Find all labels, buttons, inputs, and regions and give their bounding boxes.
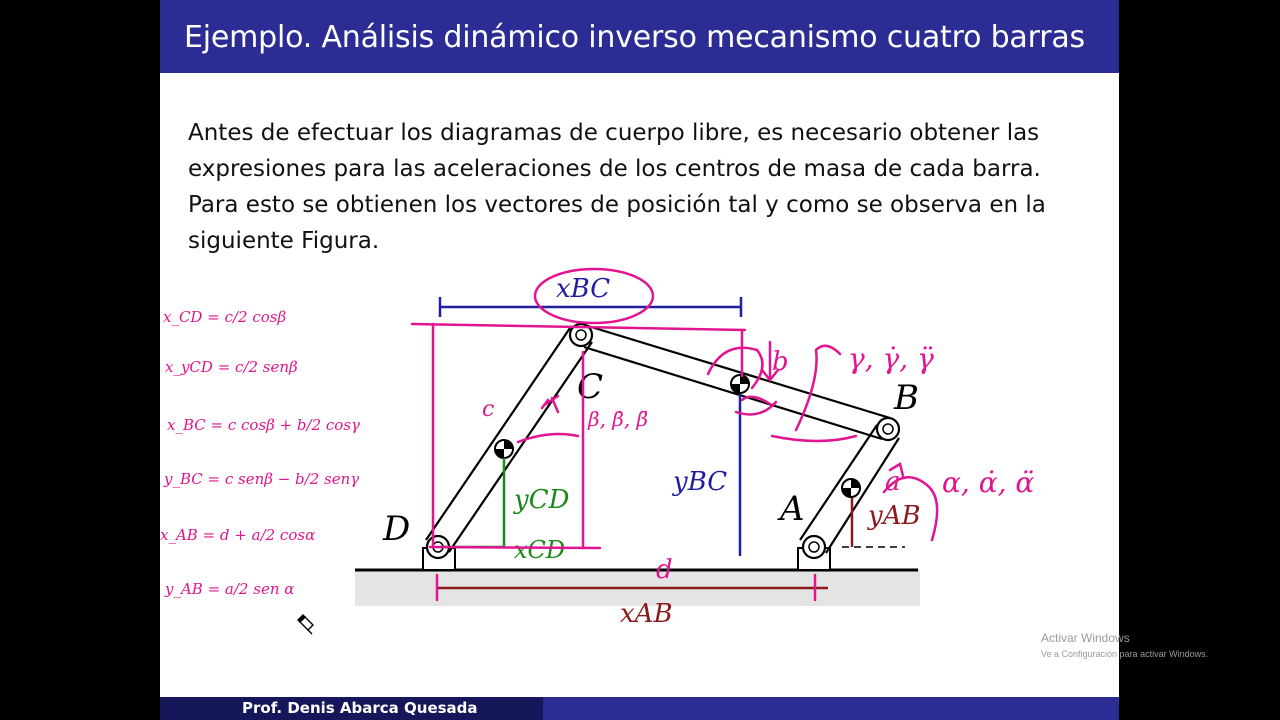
paragraph-line: expresiones para las aceleraciones de los centros de masa de cada barra. bbox=[188, 156, 1041, 182]
gamma-kinematics-label: γ, γ̇, γ̈ bbox=[848, 342, 934, 375]
windows-activation-title: Activar Windows bbox=[1041, 631, 1130, 645]
footer-author: Prof. Denis Abarca Quesada bbox=[242, 699, 478, 717]
x-ab-label: xAB bbox=[620, 599, 673, 629]
equation-y-ab: y_AB = a/2 sen α bbox=[165, 580, 295, 598]
paragraph-line: Antes de efectuar los diagramas de cuerpo libre, es necesario obtener las bbox=[188, 120, 1040, 146]
y-cd-label: yCD bbox=[514, 485, 570, 515]
pen-cursor-icon bbox=[298, 615, 313, 634]
slide bbox=[160, 0, 1119, 720]
handwritten-construction-lines bbox=[412, 269, 937, 600]
length-d-label: d bbox=[656, 555, 673, 585]
equation-y-cd: x_yCD = c/2 senβ bbox=[165, 358, 298, 376]
length-b-label: b bbox=[772, 347, 789, 377]
x-cd-label: xCD bbox=[514, 536, 566, 564]
footer-author-panel bbox=[160, 697, 543, 720]
y-ab-label: yAB bbox=[868, 501, 921, 531]
point-b-label: B bbox=[894, 378, 919, 418]
paragraph-line: siguiente Figura. bbox=[188, 228, 380, 254]
beta-kinematics-label: β, β̇, β̈ bbox=[588, 407, 649, 431]
alpha-kinematics-label: α, α̇, α̈ bbox=[942, 466, 1035, 499]
x-bc-label: xBC bbox=[556, 274, 611, 304]
paragraph-line: Para esto se obtienen los vectores de posición tal y como se observa en la bbox=[188, 192, 1046, 218]
handwritten-equations bbox=[160, 308, 360, 598]
slide-title: Ejemplo. Análisis dinámico inverso mecanismo cuatro barras bbox=[184, 20, 1085, 55]
equation-x-bc: x_BC = c cosβ + b/2 cosγ bbox=[167, 416, 360, 434]
equation-x-ab: x_AB = d + a/2 cosα bbox=[160, 526, 316, 544]
equation-x-cd: x_CD = c/2 cosβ bbox=[163, 308, 287, 326]
equation-y-bc: y_BC = c senβ − b/2 senγ bbox=[164, 470, 360, 488]
point-a-label: A bbox=[780, 489, 805, 529]
four-bar-mechanism-figure bbox=[160, 0, 1119, 697]
center-of-mass-cd bbox=[495, 440, 513, 458]
length-a-label: a bbox=[885, 467, 901, 497]
length-c-label: c bbox=[482, 397, 495, 422]
mechanism-bars bbox=[426, 323, 899, 553]
center-of-mass-ab bbox=[842, 479, 860, 497]
windows-activation-subtitle: Ve a Configuración para activar Windows. bbox=[1041, 649, 1209, 659]
footer-bar bbox=[160, 697, 1119, 720]
center-of-mass-bc bbox=[731, 375, 749, 393]
point-d-label: D bbox=[383, 509, 411, 549]
y-bc-label: yBC bbox=[673, 467, 728, 497]
point-c-label: C bbox=[577, 367, 604, 407]
